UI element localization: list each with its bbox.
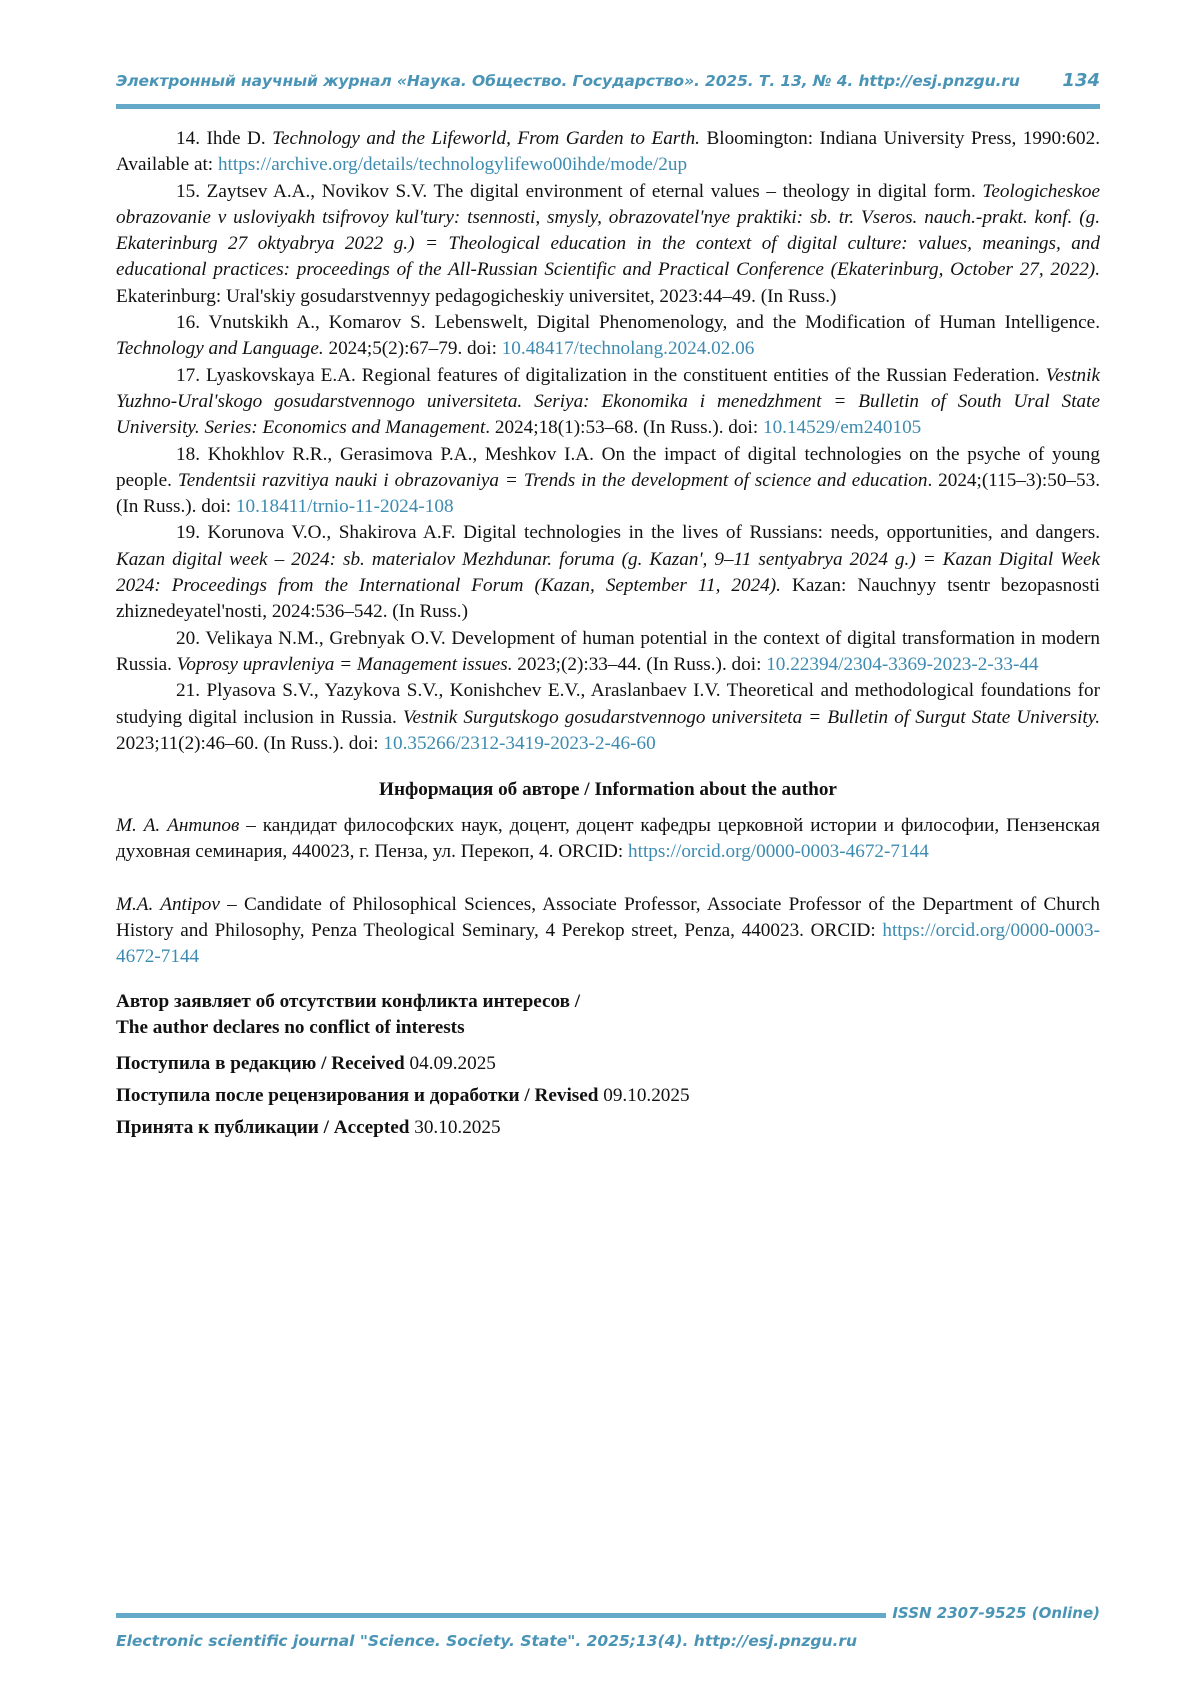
author-info-heading: Информация об авторе / Information about the author [379, 779, 837, 801]
page-number: 134 [1062, 70, 1100, 91]
reference-source: Technology and the Lifeworld, From Garden to Earth. [272, 128, 700, 149]
reference-item: 18. Khokhlov R.R., Gerasimova P.A., Meshkov I.A. On the impact of digital technologies on the psyche of young people. Tendentsii razvitiya nauki i obrazovaniya = Trends in the development of science and education. 2024;(115–3):50–53. (In Russ.). doi: 10.18411/trnio-11-2024-108 [116, 443, 1100, 518]
reference-doi-link[interactable]: 10.35266/2312-3419-2023-2-46-60 [383, 732, 656, 754]
issn-label: ISSN 2307-9525 (Online) [892, 1604, 1100, 1622]
running-footer: Electronic scientific journal "Science. Society. State". 2025;13(4). http://esj.pnzgu.ru [116, 1632, 858, 1650]
revised-date: Поступила после рецензирования и доработки / Revised 09.10.2025 [116, 1084, 690, 1106]
reference-item: 21. Plyasova S.V., Yazykova S.V., Konishchev E.V., Araslanbaev I.V. Theoretical and methodological foundations for studying digital inclusion in Russia. Vestnik Surgutskogo gosudarstvennogo universiteta = Bulletin of Surgut State University. 2023;11(2):46–60. (In Russ.). doi: 10.35266/2312-3419-2023-2-46-60 [116, 680, 1100, 754]
author-info-en: M.A. Antipov – Candidate of Philosophical Sciences, Associate Professor, Associate Professor of the Department of Church History and Philosophy, Penza Theological Seminary, 4 Perekop street, Penza, 440023. ORCID: https://orcid.org/0000-0003-4672-7144 [116, 893, 1100, 968]
reference-doi-link[interactable]: 10.18411/trnio-11-2024-108 [235, 496, 454, 518]
accepted-date: Принята к публикации / Accepted 30.10.2025 [116, 1116, 501, 1138]
reference-source: Tendentsii razvitiya nauki i obrazovaniya = Trends in the development of science and education [177, 469, 928, 491]
reference-item: 16. Vnutskikh A., Komarov S. Lebenswelt, Digital Phenomenology, and the Modification of Human Intelligence. Technology and Language. 2024;5(2):67–79. doi: 10.48417/technolang.2024.02.06 [116, 312, 1100, 360]
orcid-link[interactable]: https://orcid.org/0000-0003-4672-7144 [628, 841, 929, 863]
reference-doi-link[interactable]: 10.22394/2304-3369-2023-2-33-44 [766, 653, 1039, 675]
reference-source: Vestnik Yuzhno-Ural'skogo gosudarstvennogo universiteta. Seriya: Ekonomika i menedzhment = Bulletin of South Ural State University. Series: Economics and Management [116, 364, 1100, 439]
reference-doi-link[interactable]: 10.14529/em240105 [762, 417, 922, 439]
received-date: Поступила в редакцию / Received 04.09.2025 [116, 1052, 496, 1074]
author-name: М. А. Антипов [116, 815, 240, 837]
reference-item: 14. Ihde D. Technology and the Lifeworld, From Garden to Earth. Bloomington: Indiana University Press, 1990:602. Available at: https://archive.org/details/technologylifewo00ihde/mode/2up [116, 128, 1101, 176]
author-name: M.A. Antipov [116, 893, 220, 915]
reference-link[interactable]: https://archive.org/details/technologylifewo00ihde/mode/2up [217, 154, 688, 176]
running-header: Электронный научный журнал «Наука. Общество. Государство». 2025. Т. 13, № 4. http://esj.pnzgu.ru [116, 72, 1020, 90]
reference-source: Voprosy upravleniya = Management issues. [176, 653, 513, 675]
reference-source: Technology and Language. [116, 338, 324, 360]
reference-item: 15. Zaytsev A.A., Novikov S.V. The digital environment of eternal values – theology in digital form. Teologicheskoe obrazovanie v usloviyakh tsifrovoy kul'tury: tsennosti, smysly, obrazovatel'nye praktiki: sb. tr. Vseros. nauch.-prakt. konf. (g. Ekaterinburg 27 oktyabrya 2022 g.) = Theological education in the context of digital culture: values, meanings, and educational practices: proceedings of the All-Russian Scientific and Practical Conference (Ekaterinburg, October 27, 2022). Ekaterinburg: Ural'skiy gosudarstvennyy pedagogicheskiy universitet, 2023:44–49. (In Russ.) [116, 180, 1100, 307]
orcid-link[interactable]: https://orcid.org/0000-0003-4672-7144 [116, 920, 1100, 968]
reference-source: Vestnik Surgutskogo gosudarstvennogo universiteta = Bulletin of Surgut State University. [402, 706, 1100, 728]
publication-dates [116, 1051, 1100, 1141]
reference-doi-link[interactable]: 10.48417/technolang.2024.02.06 [501, 338, 755, 360]
reference-item: 19. Korunova V.O., Shakirova A.F. Digital technologies in the lives of Russians: needs, opportunities, and dangers. Kazan digital week – 2024: sb. materialov Mezhdunar. foruma (g. Kazan', 9–11 sentyabrya 2024 g.) = Kazan Digital Week 2024: Proceedings from the International Forum (Kazan, September 11, 2024). Kazan: Nauchnyy tsentr bezopasnosti zhiznedeyatel'nosti, 2024:536–542. (In Russ.) [116, 522, 1100, 623]
page-body [116, 126, 1100, 1147]
reference-item: 20. Velikaya N.M., Grebnyak O.V. Development of human potential in the context of digital transformation in modern Russia. Voprosy upravleniya = Management issues. 2023;(2):33–44. (In Russ.). doi: 10.22394/2304-3369-2023-2-33-44 [116, 627, 1100, 675]
reference-source: Kazan digital week – 2024: sb. materialov Mezhdunar. foruma (g. Kazan', 9–11 sentyabrya 2024 g.) = Kazan Digital Week 2024: Proceedings from the International Forum (Kazan, September 11, 2024). [116, 548, 1100, 597]
footer-divider [116, 1613, 886, 1618]
conflict-statement: Автор заявляет об отсутствии конфликта интересов / The author declares no conflict of interests [116, 990, 581, 1038]
author-info-ru: М. А. Антипов – кандидат философских наук, доцент, доцент кафедры церковной истории и философии, Пензенская духовная семинария, 440023, г. Пенза, ул. Перекоп, 4. ORCID: https://orcid.org/0000-0003-4672-7144 [116, 815, 1100, 863]
header-divider [116, 104, 1100, 109]
reference-item: 17. Lyaskovskaya E.A. Regional features of digitalization in the constituent entities of the Russian Federation. Vestnik Yuzhno-Ural'skogo gosudarstvennogo universiteta. Seriya: Ekonomika i menedzhment = Bulletin of South Ural State University. Series: Economics and Management. 2024;18(1):53–68. (In Russ.). doi: 10.14529/em240105 [116, 364, 1100, 439]
reference-source: Teologicheskoe obrazovanie v usloviyakh tsifrovoy kul'tury: tsennosti, smysly, obrazovatel'nye praktiki: sb. tr. Vseros. nauch.-prakt. konf. (g. Ekaterinburg 27 oktyabrya 2022 g.) = Theological education in the context of digital culture: values, meanings, and educational practices: proceedings of the All-Russian Scientific and Practical Conference (Ekaterinburg, October 27, 2022). [116, 180, 1100, 281]
